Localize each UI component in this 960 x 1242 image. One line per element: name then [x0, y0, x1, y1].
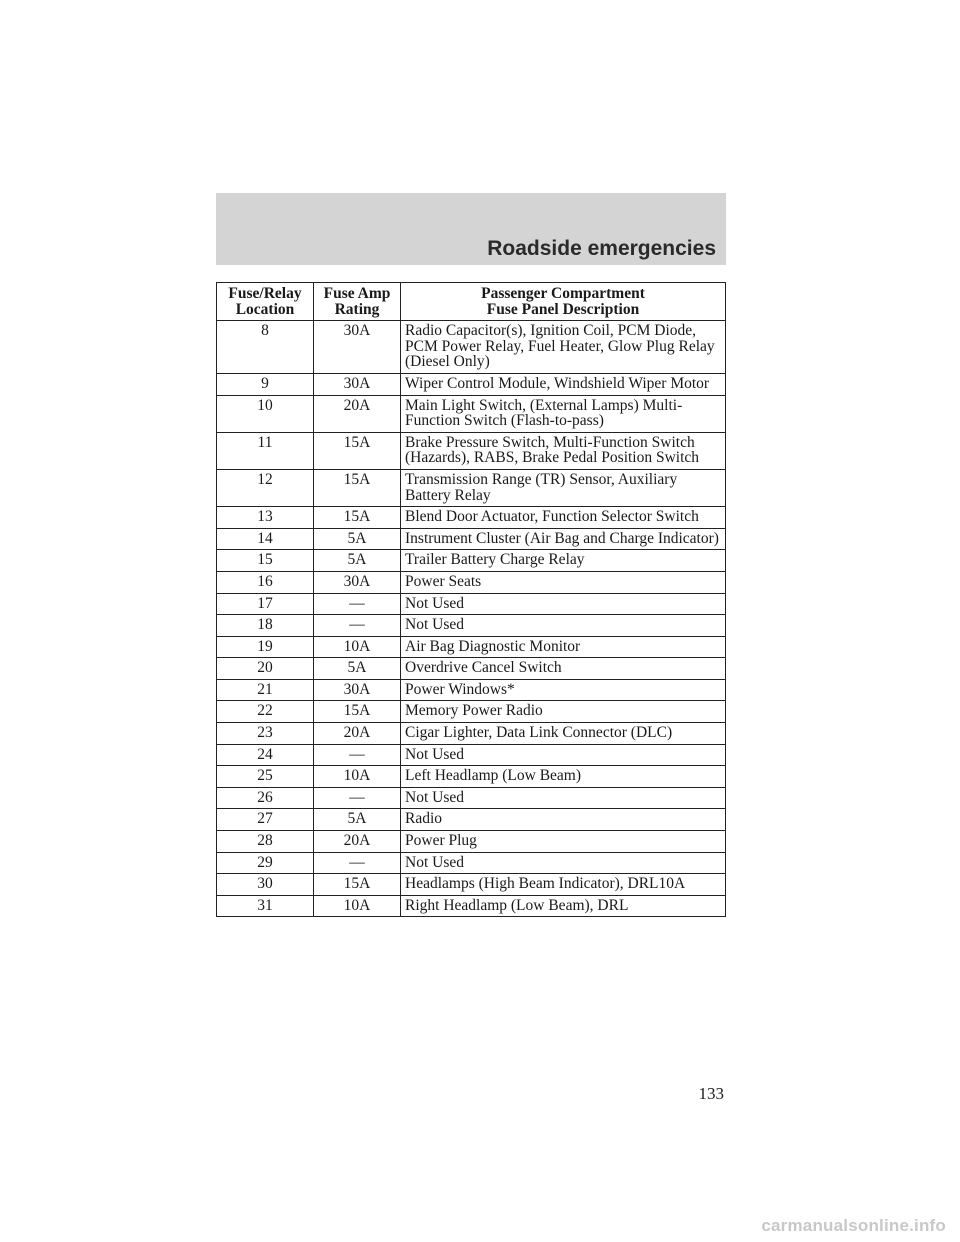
section-title: Roadside emergencies	[487, 237, 716, 260]
fuse-amp-cell: 20A	[314, 723, 401, 745]
fuse-amp-cell: 5A	[314, 809, 401, 831]
table-row	[217, 507, 726, 529]
table-row	[217, 679, 726, 701]
fuse-location-cell: 16	[217, 571, 314, 593]
table-row	[217, 874, 726, 896]
fuse-amp-cell: 30A	[314, 571, 401, 593]
table-row	[217, 787, 726, 809]
header-location	[217, 283, 314, 321]
header-amp-line-2: Rating	[334, 300, 380, 318]
fuse-location-cell: 12	[217, 469, 314, 506]
table-row	[217, 615, 726, 637]
header-amp-rating	[314, 283, 401, 321]
fuse-location-cell: 10	[217, 395, 314, 432]
fuse-amp-cell: —	[314, 593, 401, 615]
fuse-description-cell: Radio Capacitor(s), Ignition Coil, PCM Diode, PCM Power Relay, Fuel Heater, Glow Plug Relay (Diesel Only)	[401, 321, 726, 374]
fuse-location-cell: 11	[217, 432, 314, 469]
table-row	[217, 550, 726, 572]
table-row	[217, 744, 726, 766]
fuse-description-cell: Not Used	[401, 852, 726, 874]
fuse-amp-cell: 10A	[314, 636, 401, 658]
fuse-description-cell: Memory Power Radio	[401, 701, 726, 723]
table-row	[217, 831, 726, 853]
fuse-description-cell: Main Light Switch, (External Lamps) Multi-Function Switch (Flash-to-pass)	[401, 395, 726, 432]
fuse-description-cell: Headlamps (High Beam Indicator), DRL10A	[401, 874, 726, 896]
fuse-location-cell: 17	[217, 593, 314, 615]
fuse-description-cell: Instrument Cluster (Air Bag and Charge Indicator)	[401, 528, 726, 550]
table-row	[217, 766, 726, 788]
fuse-table-body	[217, 321, 726, 917]
fuse-description-cell: Power Seats	[401, 571, 726, 593]
header-description	[401, 283, 726, 321]
fuse-description-cell: Overdrive Cancel Switch	[401, 658, 726, 680]
fuse-amp-cell: 15A	[314, 469, 401, 506]
fuse-amp-cell: —	[314, 744, 401, 766]
fuse-amp-cell: —	[314, 787, 401, 809]
fuse-location-cell: 27	[217, 809, 314, 831]
header-location-line-1: Fuse/Relay	[228, 285, 302, 302]
table-row	[217, 658, 726, 680]
fuse-location-cell: 13	[217, 507, 314, 529]
fuse-amp-cell: 5A	[314, 550, 401, 572]
fuse-location-cell: 28	[217, 831, 314, 853]
table-row	[217, 469, 726, 506]
fuse-description-cell: Left Headlamp (Low Beam)	[401, 766, 726, 788]
table-row	[217, 723, 726, 745]
table-row	[217, 395, 726, 432]
table-row	[217, 701, 726, 723]
fuse-location-cell: 21	[217, 679, 314, 701]
page-number: 133	[698, 1084, 724, 1103]
table-row	[217, 432, 726, 469]
fuse-amp-cell: 10A	[314, 895, 401, 917]
table-header-row	[217, 283, 726, 321]
fuse-description-cell: Trailer Battery Charge Relay	[401, 550, 726, 572]
table-row	[217, 636, 726, 658]
table-row	[217, 528, 726, 550]
fuse-amp-cell: 15A	[314, 432, 401, 469]
fuse-amp-cell: 20A	[314, 831, 401, 853]
watermark: carmanualsonline.info	[761, 1216, 946, 1235]
fuse-amp-cell: 15A	[314, 701, 401, 723]
fuse-location-cell: 22	[217, 701, 314, 723]
fuse-location-cell: 8	[217, 321, 314, 374]
fuse-description-cell: Cigar Lighter, Data Link Connector (DLC)	[401, 723, 726, 745]
section-header-band	[216, 193, 726, 265]
fuse-location-cell: 18	[217, 615, 314, 637]
fuse-location-cell: 20	[217, 658, 314, 680]
fuse-description-cell: Air Bag Diagnostic Monitor	[401, 636, 726, 658]
fuse-location-cell: 31	[217, 895, 314, 917]
fuse-location-cell: 24	[217, 744, 314, 766]
fuse-description-cell: Brake Pressure Switch, Multi-Function Switch (Hazards), RABS, Brake Pedal Position Switch	[401, 432, 726, 469]
fuse-description-cell: Power Windows*	[401, 679, 726, 701]
header-description-line-2: Fuse Panel Description	[486, 300, 640, 318]
header-description-line-1: Passenger Compartment	[481, 285, 645, 302]
fuse-location-cell: 14	[217, 528, 314, 550]
fuse-amp-cell: 30A	[314, 679, 401, 701]
fuse-description-cell: Right Headlamp (Low Beam), DRL	[401, 895, 726, 917]
fuse-amp-cell: 30A	[314, 321, 401, 374]
table-row	[217, 809, 726, 831]
fuse-amp-cell: 15A	[314, 874, 401, 896]
fuse-description-cell: Power Plug	[401, 831, 726, 853]
fuse-description-cell: Radio	[401, 809, 726, 831]
fuse-location-cell: 19	[217, 636, 314, 658]
fuse-description-cell: Not Used	[401, 787, 726, 809]
fuse-location-cell: 30	[217, 874, 314, 896]
fuse-amp-cell: —	[314, 615, 401, 637]
fuse-amp-cell: 5A	[314, 528, 401, 550]
fuse-location-cell: 9	[217, 373, 314, 395]
fuse-amp-cell: 5A	[314, 658, 401, 680]
fuse-location-cell: 29	[217, 852, 314, 874]
fuse-description-cell: Blend Door Actuator, Function Selector Switch	[401, 507, 726, 529]
table-row	[217, 895, 726, 917]
fuse-amp-cell: 20A	[314, 395, 401, 432]
fuse-location-cell: 25	[217, 766, 314, 788]
fuse-location-cell: 15	[217, 550, 314, 572]
table-row	[217, 373, 726, 395]
fuse-description-cell: Not Used	[401, 593, 726, 615]
fuse-location-cell: 23	[217, 723, 314, 745]
fuse-description-cell: Not Used	[401, 744, 726, 766]
header-location-line-2: Location	[235, 300, 295, 318]
fuse-location-cell: 26	[217, 787, 314, 809]
fuse-description-cell: Wiper Control Module, Windshield Wiper Motor	[401, 373, 726, 395]
fuse-description-cell: Transmission Range (TR) Sensor, Auxiliary Battery Relay	[401, 469, 726, 506]
fuse-amp-cell: 10A	[314, 766, 401, 788]
fuse-table	[216, 282, 726, 917]
table-row	[217, 321, 726, 374]
fuse-description-cell: Not Used	[401, 615, 726, 637]
table-row	[217, 593, 726, 615]
table-row	[217, 852, 726, 874]
fuse-amp-cell: 15A	[314, 507, 401, 529]
fuse-amp-cell: —	[314, 852, 401, 874]
header-amp-line-1: Fuse Amp	[323, 285, 391, 302]
fuse-amp-cell: 30A	[314, 373, 401, 395]
table-row	[217, 571, 726, 593]
